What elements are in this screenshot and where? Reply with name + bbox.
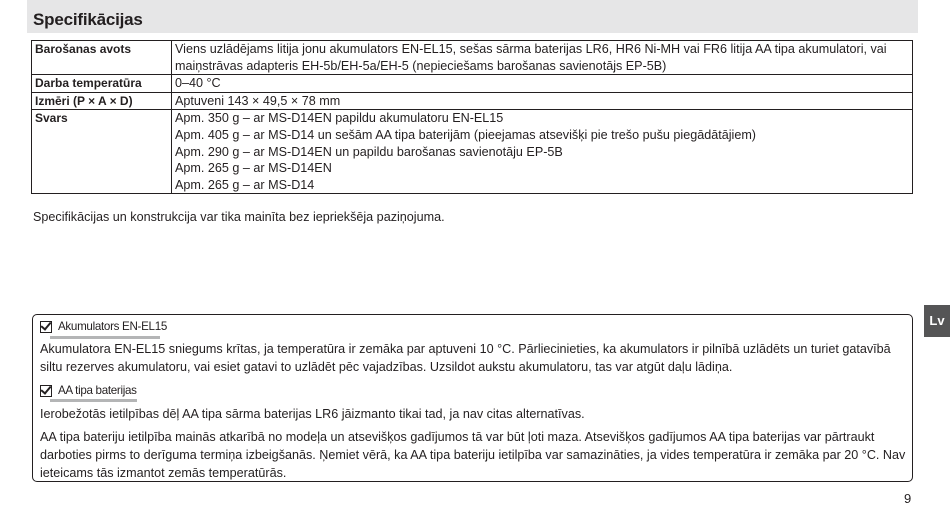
notes-box [32,314,913,482]
note-paragraph: Ierobežotās ietilpības dēļ AA tipa sārma baterijas LR6 jāizmanto tikai tad, ja nav citas alternatīvas. [40,407,585,421]
spec-value-line: Apm. 290 g – ar MS-D14EN un papildu barošanas savienotāju EP-5B [175,144,563,159]
table-row [32,41,913,75]
note-heading-text: Akumulators EN-EL15 [58,320,167,333]
spec-label: Darba temperatūra [32,75,172,93]
spec-value [172,41,913,75]
note-heading-text: AA tipa baterijas [58,384,137,397]
spec-value-line: Viens uzlādējams litija jonu akumulators EN-EL15, sešas sārma baterijas LR6, HR6 Ni-MH vai FR6 litija AA tipa akumulatori, vai [175,42,887,56]
spec-table [31,40,913,194]
table-row [32,110,913,194]
note-heading-underline [50,399,137,402]
spec-value [172,110,913,194]
title-bar [27,0,918,33]
table-row [32,92,913,110]
spec-value [172,75,913,93]
spec-value-line: Apm. 265 g – ar MS-D14 [175,177,315,192]
language-tab: Lv [924,305,950,337]
spec-footnote: Specifikācijas un konstrukcija var tika mainīta bez iepriekšēja paziņojuma. [33,210,445,224]
spec-value-line: Apm. 350 g – ar MS-D14EN papildu akumulatoru EN-EL15 [175,111,504,126]
note-paragraph: AA tipa bateriju ietilpība mainās atkarībā no modeļa un atsevišķos gadījumos tā var būt ļoti maza. Atsevišķos gadījumos AA tipa baterijas var pārtraukt darboties pirms to derīguma termiņa izbeigšanās. Ņemiet vērā, ka AA tipa bateriju ietilpība var samazināties, ja vides temperatūra ir zemāka par 20 °C. Nav ieteicams tās izmantot zemās temperatūrās. [40,430,906,480]
spec-value-line: Aptuveni 143 × 49,5 × 78 mm [175,93,341,108]
spec-value [172,92,913,110]
spec-label: Barošanas avots [32,41,172,75]
spec-label: Svars [32,110,172,194]
note-heading-aa [40,384,137,397]
spec-label: Izmēri (P × A × D) [32,92,172,110]
spec-value-line: Apm. 265 g – ar MS-D14EN [175,161,332,176]
table-row [32,75,913,93]
spec-value-line: maiņstrāvas adapteris EH-5b/EH-5a/EH-5 (nepieciešams barošanas savienotājs EP-5B) [175,58,667,73]
page-number: 9 [904,491,912,506]
note-heading-battery [40,320,167,333]
page-title: Specifikācijas [33,10,143,29]
checkbox-note-icon [40,321,52,333]
spec-value-line: Apm. 405 g – ar MS-D14 un sešām AA tipa baterijām (pieejamas atsevišķi pie trešo pušu piegādātājiem) [175,127,757,142]
note-heading-underline [50,336,160,339]
checkbox-note-icon [40,385,52,397]
note-paragraph: Akumulatora EN-EL15 sniegums krītas, ja temperatūra ir zemāka par aptuveni 10 °C. Pārliecinieties, ka akumulators ir pilnībā uzlādēts un turiet gatavībā siltu rezerves akumulatoru, vai esiet gatavi to uzlādēt pēc vajadzības. Uzsildot aukstu akumulatoru, tas var atgūt daļu lādiņa. [40,342,891,374]
spec-value-line: 0–40 °C [175,76,221,91]
